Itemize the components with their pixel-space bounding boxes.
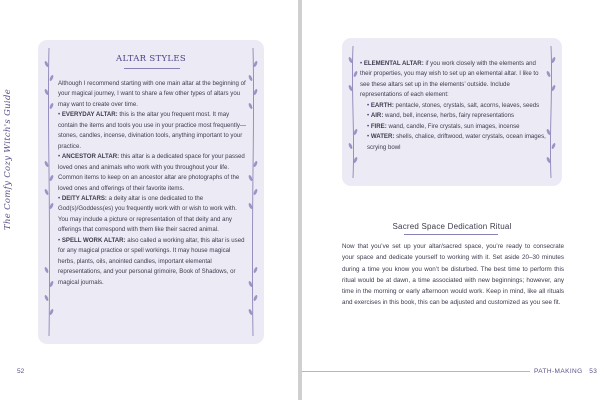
bullet-icon: •: [367, 133, 371, 141]
entry-text: this is the altar you frequent most. It may contain the items and tools you use in your practice most frequently—stones, candles, incense, divination tools, anything important to your practice.: [58, 111, 246, 150]
running-head: The Comfy Cozy Witch's Guide: [3, 88, 13, 230]
list-item: [360, 59, 546, 101]
entry-term: EVERYDAY ALTAR:: [61, 111, 118, 119]
entry-term: AIR:: [370, 112, 384, 120]
entry-text: this altar is a dedicated space for your passed loved ones and animals who work with you throughout your life. Common items to keep on an ancestor altar are photographs of the loved ones and offerings of their favorite items.: [58, 153, 245, 192]
bullet-icon: •: [367, 112, 371, 120]
heading-underline: [404, 234, 498, 235]
entry-text: pentacle, stones, crystals, salt, acorns, leaves, seeds: [393, 101, 540, 109]
list-item: [360, 122, 546, 132]
entry-term: SPELL WORK ALTAR:: [61, 236, 126, 244]
altar-styles-box: [38, 40, 264, 344]
entry-text: shells, chalice, driftwood, water crystals, ocean images, scrying bowl: [367, 133, 546, 151]
lavender-sprig-icon: [246, 44, 260, 340]
page-number: 52: [17, 368, 25, 375]
intro-paragraph: Although I recommend starting with one main altar at the beginning of your magical journey, I want to share a few other types of altars you may want to create over time.: [58, 80, 246, 108]
entry-term: WATER:: [370, 133, 395, 141]
entry-term: ANCESTOR ALTAR:: [61, 153, 120, 161]
lavender-sprig-icon: [346, 42, 360, 182]
right-page: [302, 0, 600, 400]
altar-styles-text: [58, 79, 246, 288]
entry-term: ELEMENTAL ALTAR:: [363, 60, 424, 67]
left-page: [0, 0, 298, 400]
bullet-icon: •: [58, 236, 62, 244]
entry-text: also called a working altar, this altar is used for any magical practice or spell workings. It may house magical herbs, plants, oils, anointed candles, important elemental representations, and your personal grimoire, Book of Shadows, or magical journals.: [58, 236, 245, 286]
list-item: [58, 110, 246, 152]
box-title: ALTAR STYLES: [116, 54, 186, 64]
list-item: [360, 111, 546, 121]
entry-term: DEITY ALTARS:: [61, 194, 107, 202]
bullet-icon: •: [360, 60, 364, 67]
section-heading: Sacred Space Dedication Ritual: [392, 222, 512, 231]
lavender-sprig-icon: [42, 44, 56, 340]
bullet-icon: •: [367, 122, 371, 130]
page-number: 53: [589, 368, 598, 375]
bullet-icon: •: [58, 194, 62, 202]
bullet-icon: •: [367, 101, 371, 109]
elemental-altar-text: [360, 59, 546, 153]
running-foot-label: PATH-MAKING: [534, 368, 583, 375]
entry-term: FIRE:: [370, 122, 387, 130]
footer-rule: [302, 371, 530, 372]
list-item: [360, 101, 546, 111]
elemental-altar-box: [342, 38, 562, 186]
entry-text: if you work closely with the elements and their properties, you may wish to set up an elemental altar. I like to see these altars set up in the elements’ outside. Include representations of each element:: [360, 60, 539, 99]
running-foot: [534, 368, 597, 375]
bullet-icon: •: [58, 111, 62, 119]
entry-text: wand, bell, incense, herbs, fairy representations: [383, 112, 515, 120]
title-underline: [124, 68, 180, 69]
list-item: [58, 236, 246, 288]
entry-text: a deity altar is one dedicated to the God(s)/Goddess(es) you frequently work with or wish to work with. You may include a picture or representation of that deity and any offerings that correspond with them like their sacred animal.: [58, 194, 237, 234]
list-item: [58, 152, 246, 194]
list-item: [360, 132, 546, 153]
body-paragraph: Now that you’ve set up your altar/sacred space, you’re ready to consecrate your space and dedicate yourself to working with it. Set aside 20–30 minutes during a time you know you won’t be disturbed. The best time to perform this ritual would be at dawn, a time associated with new beginnings; however, any time in the morning or early afternoon would work. Keep in mind, like all rituals and exercises in this book, this can be adjusted and customized as you see fit.: [342, 243, 564, 307]
lavender-sprig-icon: [544, 42, 558, 182]
entry-term: EARTH:: [370, 101, 394, 109]
bullet-icon: •: [58, 153, 62, 161]
entry-text: wand, candle, Fire crystals, sun images, incense: [386, 122, 520, 130]
list-item: [58, 194, 246, 236]
